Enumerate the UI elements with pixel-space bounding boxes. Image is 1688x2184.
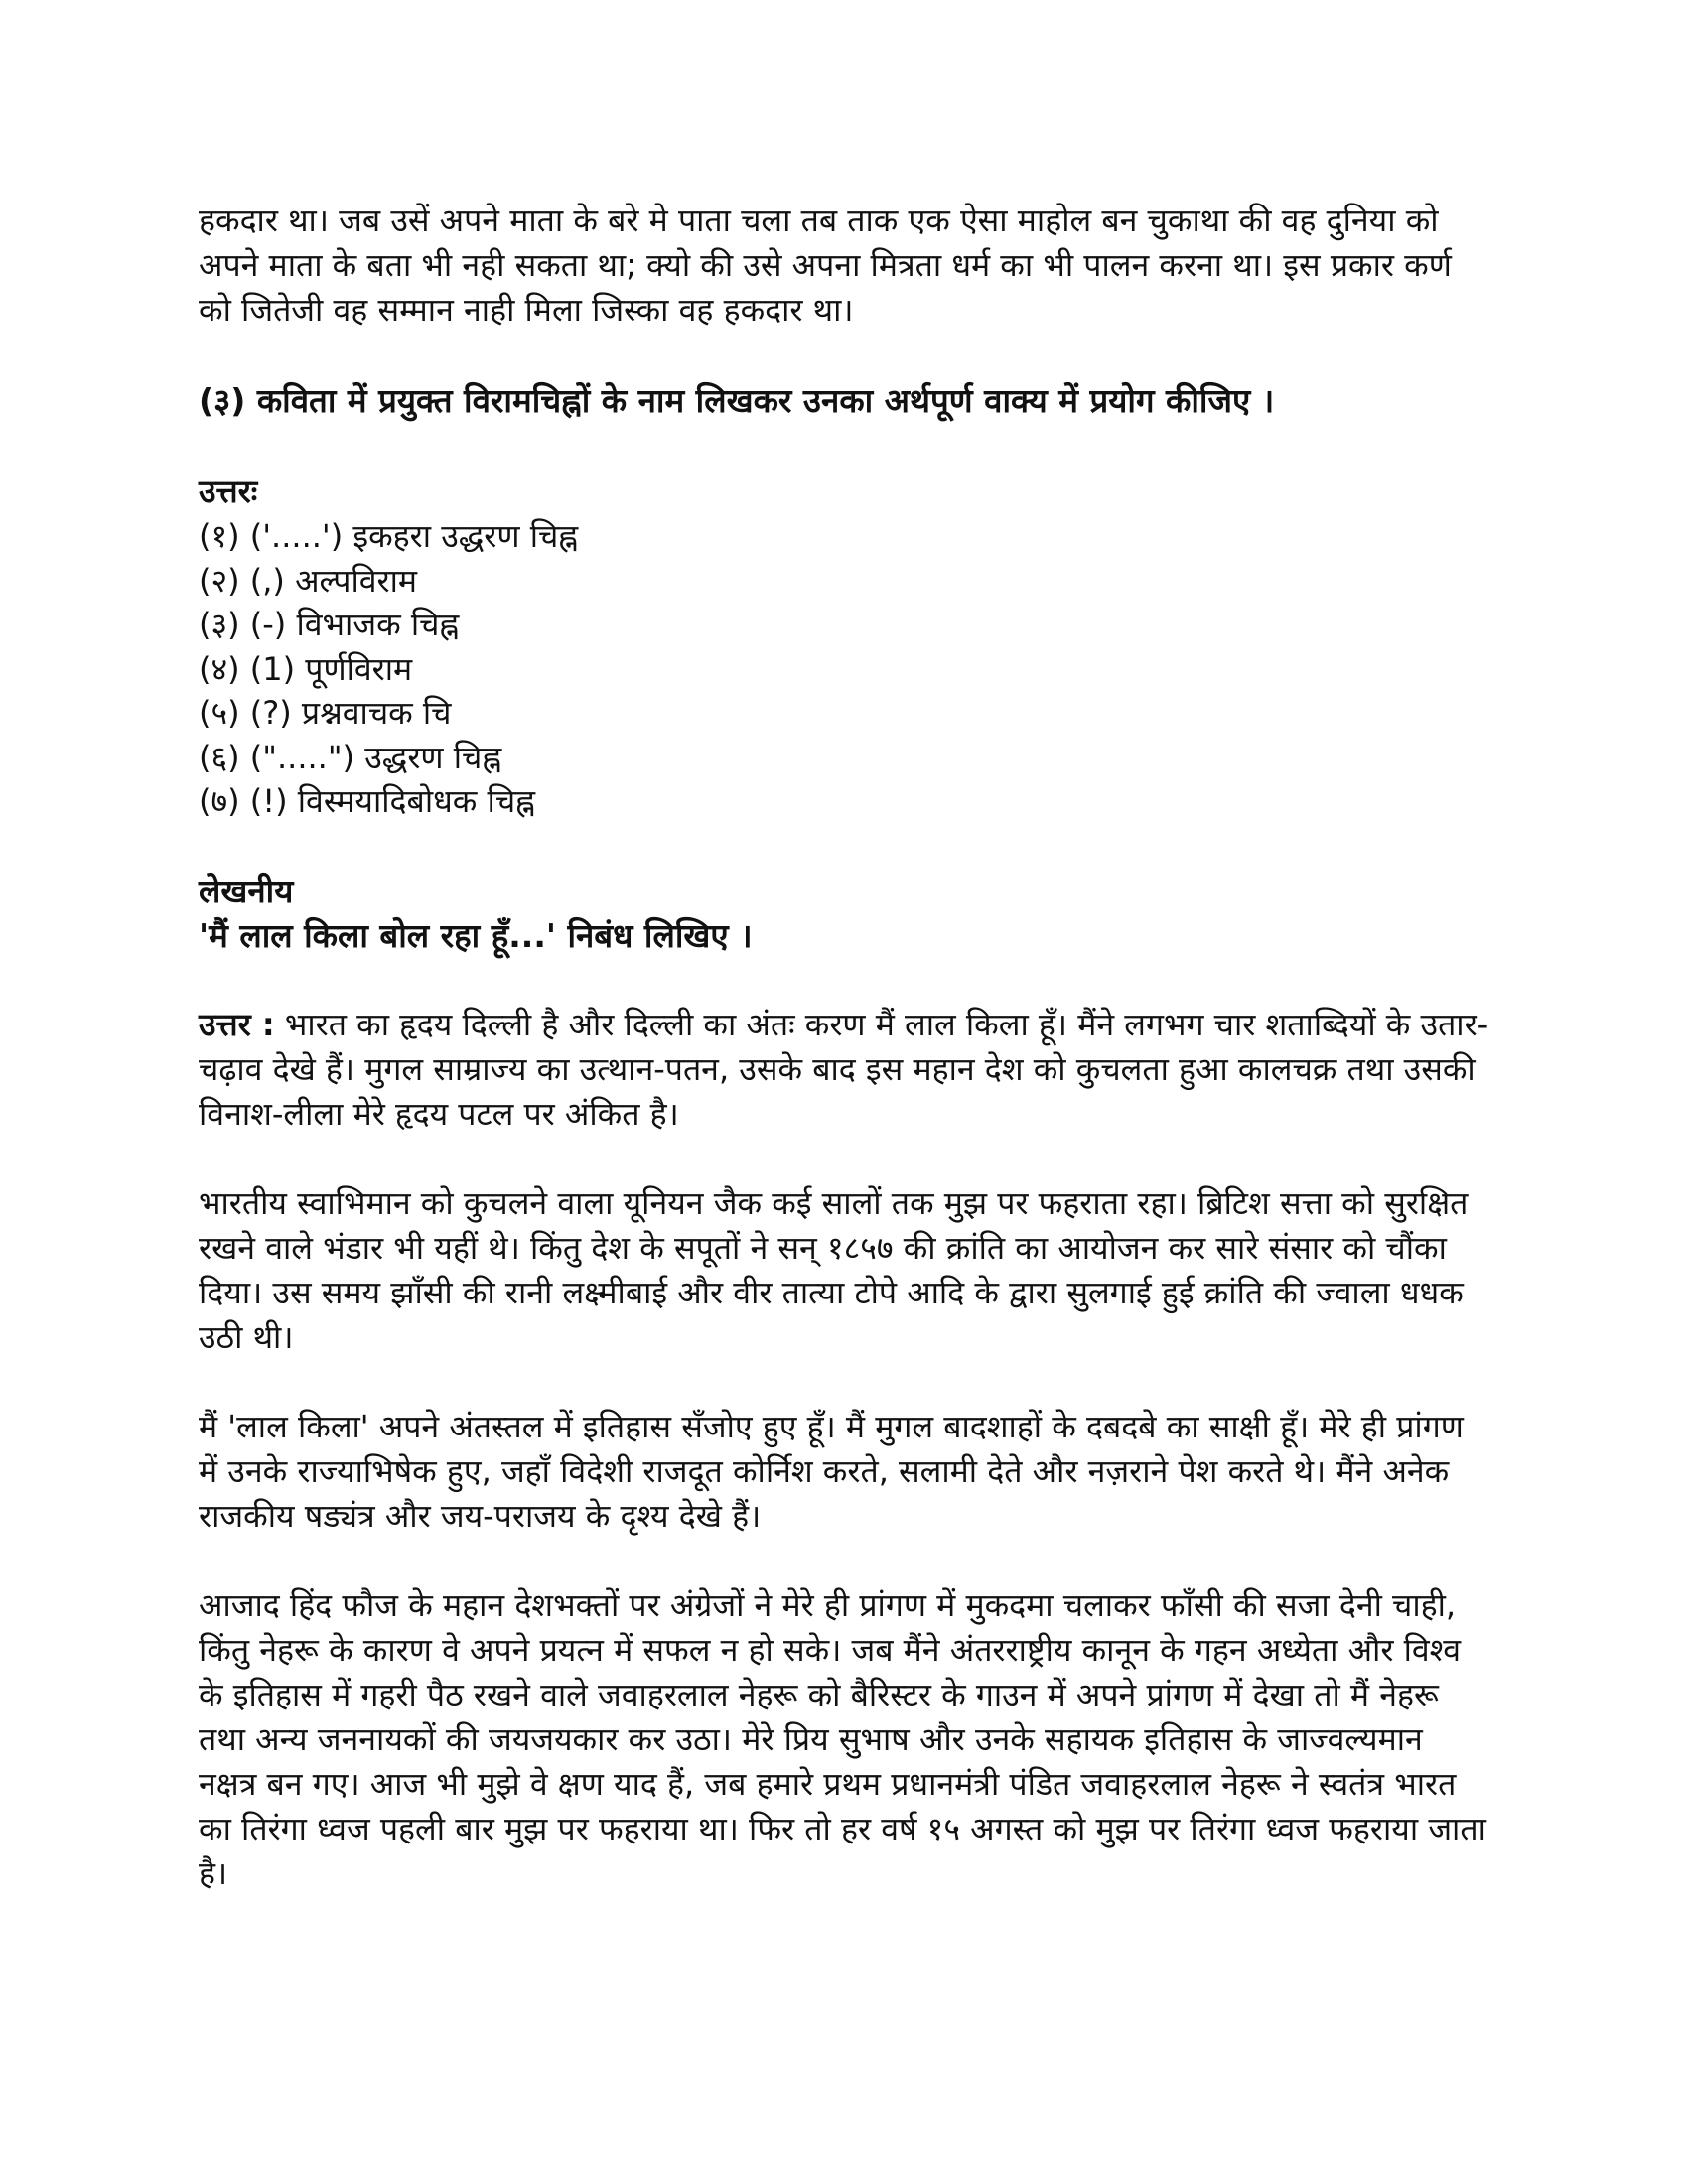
list-item: (४) (1) पूर्णविराम — [199, 649, 413, 688]
spacer — [199, 1360, 1489, 1405]
essay-paragraph-4: आजाद हिंद फौज के महान देशभक्तों पर अंग्रेजों ने मेरे ही प्रांगण में मुकदमा चलाकर फाँसी की सजा देनी चाही, किंतु नेहरू के कारण वे अपने प्रयत्न में सफल न हो सके। जब मैंने अंतरराष्ट्रीय कानून के गहन अध्येता और विश्व के इतिहास में गहरी पैठ रखने वाले जवाहरलाल नेहरू को बैरिस्टर के गाउन में अपने प्रांगण में देखा तो मैं नेहरू तथा अन्य जननायकों की जयजयकार कर उठा। मेरे प्रिय सुभाष और उनके सहायक इतिहास के जाज्वल्यमान नक्षत्र बन गए। आज भी मुझे वे क्षण याद हैं, जब हमारे प्रथम प्रधानमंत्री पंडित जवाहरलाल नेहरू ने स्वतंत्र भारत का तिरंगा ध्वज पहली बार मुझ पर फहराया था। फिर तो हर वर्ष १५ अगस्त को मुझ पर तिरंगा ध्वज फहराया जाता है। — [199, 1585, 1486, 1892]
list-item: (६) (".....") उद्धरण चिह्न — [199, 738, 502, 776]
list-item: (१) ('.....') इकहरा उद्धरण चिह्न — [199, 517, 579, 555]
section-heading: लेखनीय — [199, 871, 294, 910]
essay-paragraph-2: भारतीय स्वाभिमान को कुचलने वाला यूनियन जैक कई सालों तक मुझ पर फहराता रहा। ब्रिटिश सत्ता को सुरक्षित रखने वाले भंडार भी यहीं थे। किंतु देश के सपूतों ने सन् १८५७ की क्रांति का आयोजन कर सारे संसार को चौंका दिया। उस समय झाँसी की रानी लक्ष्मीबाई और वीर तात्या टोपे आदि के द्वारा सुलगाई हुई क्रांति की ज्वाला धधक उठी थी। — [199, 1183, 1469, 1356]
list-item: (७) (!) विस्मयादिबोधक चिह्न — [199, 782, 536, 820]
essay-prompt: 'मैं लाल किला बोल रहा हूँ...' निबंध लिखिए । — [199, 915, 753, 955]
spacer — [199, 1137, 1489, 1181]
essay-paragraph-1-text: भारत का हृदय दिल्ली है और दिल्ली का अंतः करण मैं लाल किला हूँ। मैंने लगभग चार शताब्दियों के उतार-चढ़ाव देखे हैं। मुगल साम्राज्य का उत्थान-पतन, उसके बाद इस महान देश को कुचलता हुआ कालचक्र तथा उसकी विनाश-लीला मेरे हृदय पटल पर अंकित है। — [199, 1005, 1489, 1133]
spacer — [199, 425, 1489, 470]
essay-paragraph-3: मैं 'लाल किला' अपने अंतस्तल में इतिहास सँजोए हुए हूँ। मैं मुगल बादशाहों के दबदबे का साक्षी हूँ। मेरे ही प्रांगण में उनके राज्याभिषेक हुए, जहाँ विदेशी राजदूत कोर्निश करते, सलामी देते और नज़राने पेश करते थे। मैंने अनेक राजकीय षड्यंत्र और जय-पराजय के दृश्य देखे हैं। — [199, 1407, 1464, 1535]
spacer — [199, 333, 1489, 377]
essay-paragraph-1 — [199, 1003, 1489, 1137]
spacer — [199, 1539, 1489, 1583]
intro-paragraph: हकदार था। जब उसें अपने माता के बरे मे पाता चला तब ताक एक ऐसा माहोल बन चुकाथा की वह दुनिया को अपने माता के बता भी नही सकता था; क्यो की उसे अपना मित्रता धर्म का भी पालन करना था। इस प्रकार कर्ण को जितेजी वह सम्मान नाही मिला जिस्का वह हकदार था। — [199, 202, 1452, 329]
question-3: (३) कविता में प्रयुक्त विरामचिह्नों के नाम लिखकर उनका अर्थपूर्ण वाक्य में प्रयोग कीजिए । — [199, 381, 1275, 420]
list-item: (३) (-) विभाजक चिह्न — [199, 606, 460, 643]
answer-label: उत्तरः — [199, 473, 258, 510]
spacer — [199, 958, 1489, 1003]
list-item: (२) (,) अल्पविराम — [199, 561, 418, 600]
list-item: (५) (?) प्रश्नवाचक चि — [199, 694, 452, 732]
punctuation-list — [199, 514, 1489, 824]
spacer — [199, 824, 1489, 869]
answer-prefix: उत्तर : — [199, 1005, 275, 1043]
